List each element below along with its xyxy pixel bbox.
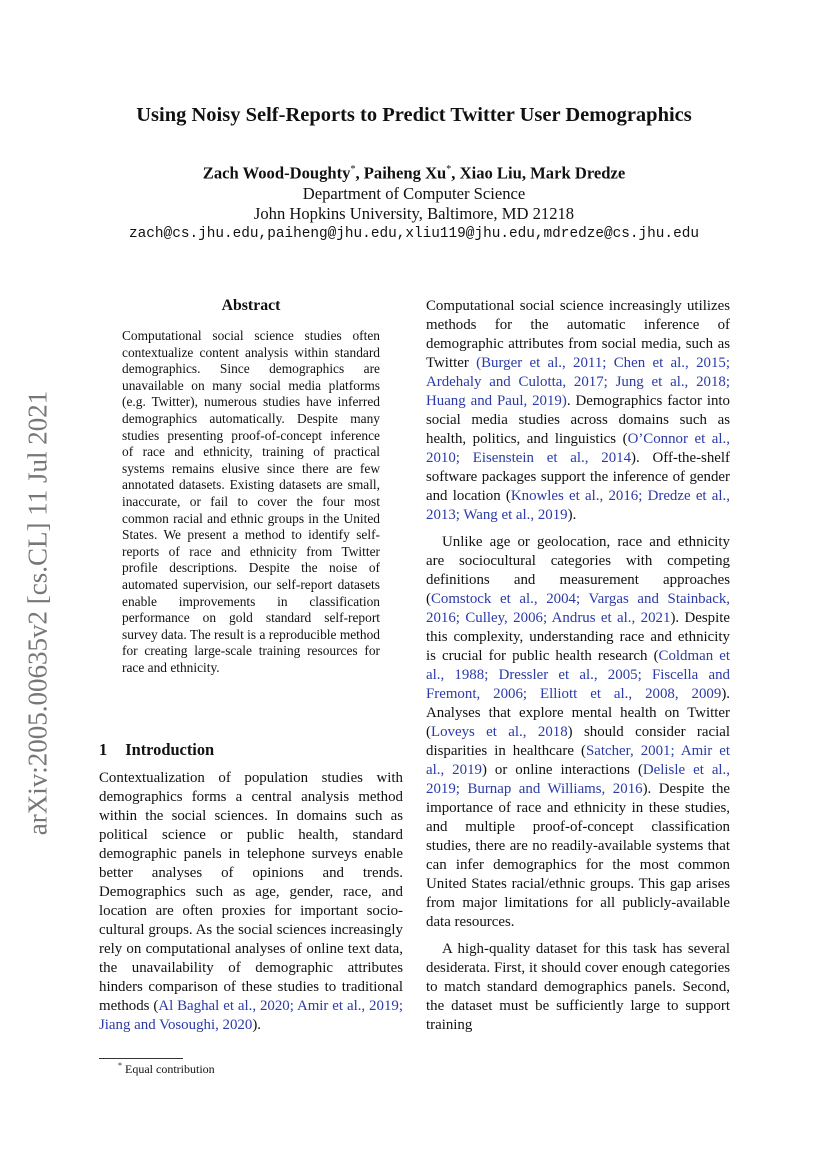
university: John Hopkins University, Baltimore, MD 21218 <box>253 203 575 223</box>
abstract-heading: Abstract <box>221 297 281 314</box>
section-number: 1 <box>99 740 108 759</box>
text: . Demographics factor into social media studies across domains such as health, politics, and linguistics ( <box>426 393 730 447</box>
equal-mark-1: * <box>350 164 356 175</box>
intro-paragraph <box>99 769 403 1035</box>
text: ) should consider racial disparities in healthcare ( <box>426 724 730 759</box>
arxiv-side-stamp <box>18 378 58 848</box>
text: Computational social science increasingly utilizes methods for the automatic inference of demographic attributes from social media, such as Twitter <box>426 298 730 371</box>
author-1: Zach Wood-Doughty <box>202 163 351 183</box>
footnote-mark: * <box>118 1061 122 1070</box>
paragraph-1 <box>426 297 730 525</box>
text: ). Despite this complexity, understanding race and ethnicity is crucial for public health research ( <box>426 610 731 664</box>
text: ) or online interactions ( <box>481 762 643 778</box>
abstract-text: Computational social science studies often contextualize content analysis within standard demographics. Since demographics are unavailable on many social media platforms (e.g. Twitter), numerous studies have inferred demographics automatically. Despite many studies presenting proof-of-concept inference of race and ethnicity, training of practical systems remains elusive since there are few annotated datasets. Existing datasets are small, inaccurate, or fail to cover the four most common racial and ethnic groups in the United States. We present a method to identify self-reports of race and ethnicity from Twitter profile descriptions. Despite the noise of automated supervision, our self-report datasets enable improvements in classification performance on gold standard self-report survey data. The result is a reproducible method for creating large-scale training resources for race and ethnicity. <box>122 328 380 675</box>
equal-mark-2: * <box>446 164 452 175</box>
citation-link[interactable]: Comstock et al., 2004; Vargas and Stainback, 2016; Culley, 2006; Andrus et al., 2021 <box>426 591 730 626</box>
author-names <box>0 160 828 184</box>
footnote-rule <box>99 1058 183 1059</box>
paragraph-3: A high-quality dataset for this task has several desiderata. First, it should cover enough categories to match standard demographics panels. Second, the dataset must be sufficiently large to support training <box>426 941 730 1033</box>
citation-link[interactable]: (Burger et al., 2011; Chen et al., 2015; Ardehaly and Culotta, 2017; Jung et al., 2018; Huang and Paul, 2019) <box>426 355 730 409</box>
intro-text-end: ). <box>252 1017 262 1033</box>
citation-link[interactable]: Coldman et al., 1988; Dressler et al., 2005; Fiscella and Fremont, 2006; Elliott et al., 2008, 2009 <box>426 648 730 702</box>
citation-link[interactable]: Loveys et al., 2018 <box>430 724 568 740</box>
intro-left-column <box>99 769 403 1035</box>
citation-link[interactable]: O’Connor et al., 2010; Eisenstein et al., 2014 <box>426 431 730 466</box>
paper-title: Using Noisy Self-Reports to Predict Twitter User Demographics <box>136 104 692 126</box>
author-block <box>0 160 828 244</box>
citation-link[interactable]: Delisle et al., 2019; Burnap and Williams, 2016 <box>426 762 731 797</box>
section-title: Introduction <box>125 740 215 759</box>
intro-text: Contextualization of population studies with demographics forms a central analysis method within the social sciences. In domains such as political science or public health, standard demographic panels in telephone surveys enable better analyses of opinions and trends. Demographics such as age, gender, race, and location are often proxies for important socio-cultural groups. As the social sciences increasingly rely on computational analyses of online text data, the unavailability of demographic attributes hinders comparison of these studies to traditional methods ( <box>99 770 403 1014</box>
footnote <box>118 1061 215 1077</box>
section-heading-introduction <box>99 740 214 760</box>
text: Unlike age or geolocation, race and ethnicity are sociocultural categories with competing definitions and measurement approaches ( <box>426 534 730 607</box>
author-2: , Paiheng Xu <box>355 163 447 183</box>
department: Department of Computer Science <box>302 183 526 203</box>
citation-link[interactable]: Knowles et al., 2016; Dredze et al., 2013; Wang et al., 2019 <box>426 488 730 523</box>
arxiv-id-text: arXiv:2005.00635v2 [cs.CL] 11 Jul 2021 <box>22 390 53 836</box>
author-emails: zach@cs.jhu.edu,paiheng@jhu.edu,xliu119@jhu.edu,mdredze@cs.jhu.edu <box>129 225 699 242</box>
right-column <box>426 297 730 1035</box>
footnote-text: Equal contribution <box>125 1062 215 1076</box>
text: ). Analyses that explore mental health on Twitter ( <box>426 686 730 740</box>
paragraph-2 <box>426 533 730 932</box>
author-3-4: , Xiao Liu, Mark Dredze <box>451 163 626 183</box>
text: ). Despite the importance of race and ethnicity in these studies, and multiple proof-of-concept classification studies, there are no readily-available systems that can infer demographics for the most common United States racial/ethnic groups. This gap arises from major limitations for all publicly-available data resources. <box>426 781 731 930</box>
citation-link[interactable]: Satcher, 2001; Amir et al., 2019 <box>426 743 730 778</box>
text: ). <box>567 507 577 523</box>
citation-link[interactable]: Al Baghal et al., 2020; Amir et al., 2019; Jiang and Vosoughi, 2020 <box>99 998 403 1033</box>
text: ). Off-the-shelf software packages support the inference of gender and location ( <box>426 450 730 504</box>
